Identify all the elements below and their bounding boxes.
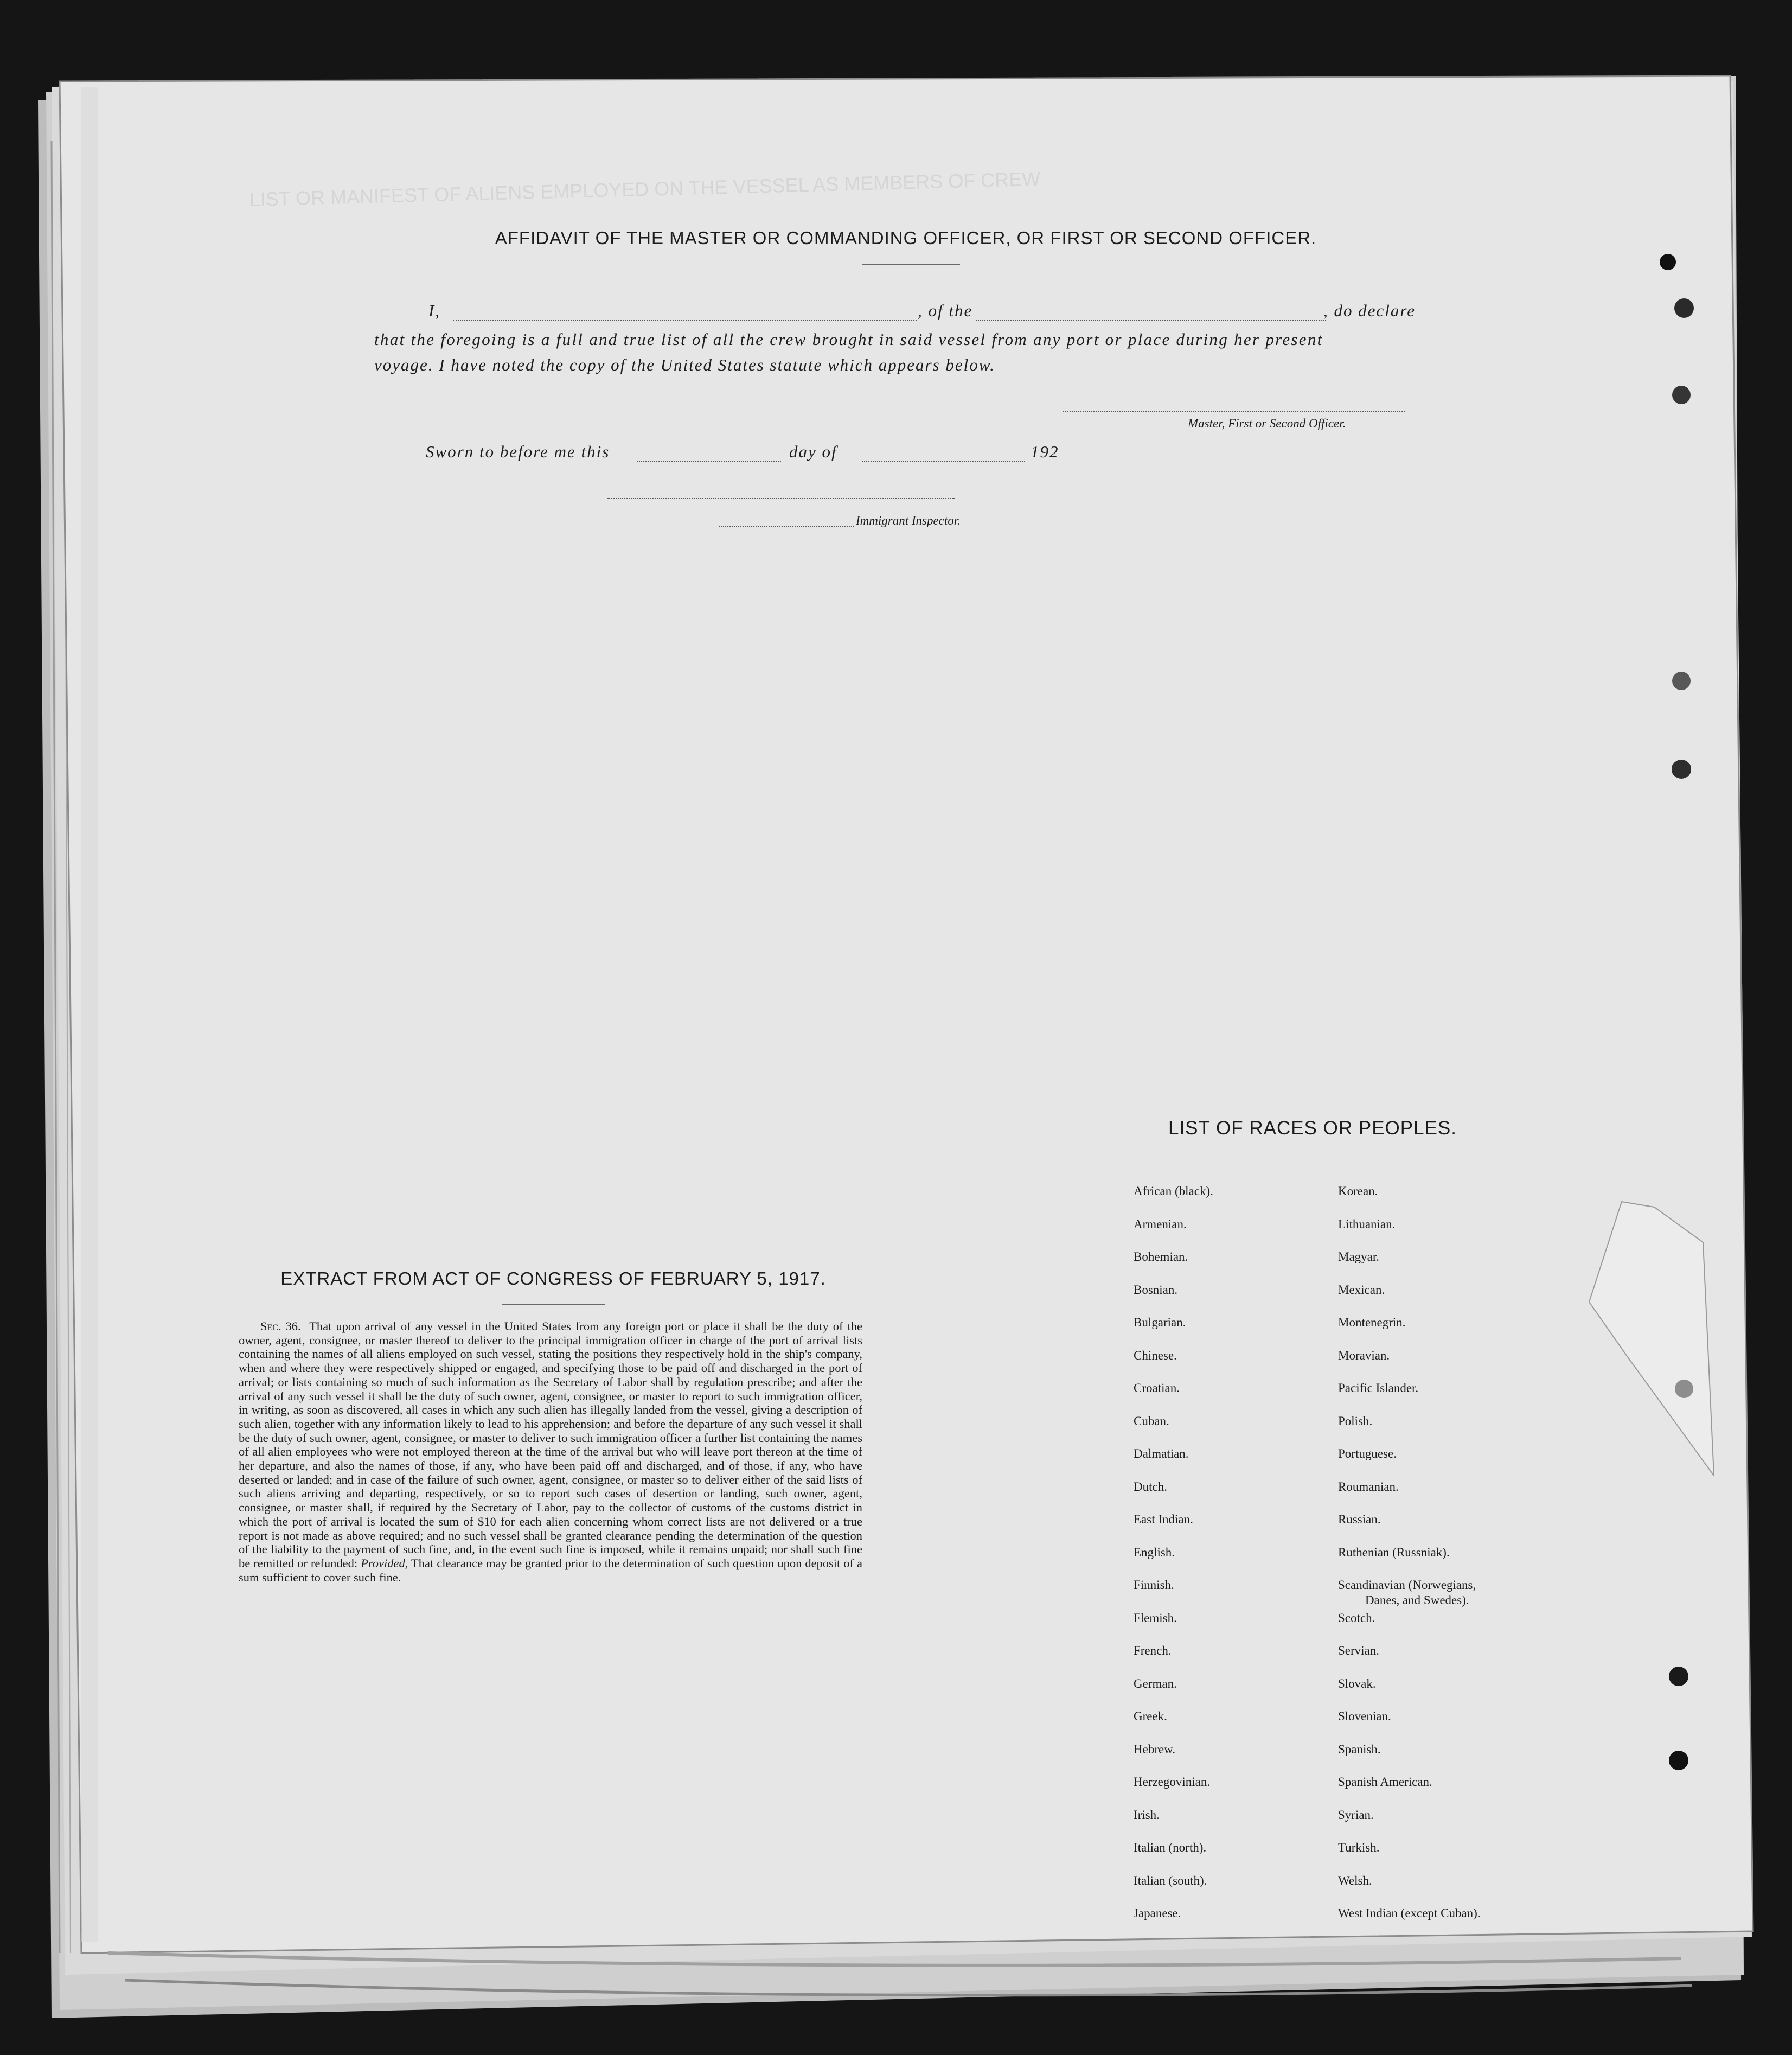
- race-item: Italian (north).: [1134, 1841, 1207, 1854]
- race-item: German.: [1134, 1677, 1177, 1690]
- race-item: Russian.: [1338, 1512, 1381, 1526]
- race-item: Italian (south).: [1134, 1874, 1207, 1887]
- race-item: Japanese.: [1134, 1906, 1181, 1920]
- race-item: Lithuanian.: [1338, 1217, 1396, 1231]
- race-item: Ruthenian (Russniak).: [1338, 1546, 1450, 1559]
- race-item: Mexican.: [1338, 1283, 1385, 1297]
- race-item: Korean.: [1338, 1184, 1378, 1198]
- affidavit-title: AFFIDAVIT OF THE MASTER OR COMMANDING OFFICER, OR FIRST OR SECOND OFFICER.: [495, 228, 1317, 248]
- race-item: African (black).: [1134, 1184, 1213, 1198]
- title-underline: [862, 264, 960, 265]
- race-item: Irish.: [1134, 1808, 1160, 1822]
- section-label: Sec. 36.: [260, 1319, 301, 1333]
- race-item: Chinese.: [1134, 1349, 1177, 1362]
- extract-title: EXTRACT FROM ACT OF CONGRESS OF FEBRUARY 5, 1917.: [280, 1268, 826, 1288]
- race-item: Herzegovinian.: [1134, 1775, 1211, 1789]
- race-item: Syrian.: [1338, 1808, 1374, 1822]
- race-item: Cuban.: [1134, 1414, 1169, 1428]
- race-item: Flemish.: [1134, 1611, 1177, 1625]
- race-item: Magyar.: [1338, 1250, 1380, 1263]
- race-item: Polish.: [1338, 1414, 1373, 1428]
- declaration-line-1: [428, 301, 440, 321]
- extract-body: [239, 1319, 862, 1584]
- race-item: Greek.: [1134, 1709, 1167, 1723]
- race-item: Dalmatian.: [1134, 1447, 1189, 1460]
- race-item: Welsh.: [1338, 1874, 1372, 1887]
- race-item: Spanish.: [1338, 1743, 1381, 1756]
- race-item: Moravian.: [1338, 1349, 1390, 1362]
- race-item: West Indian (except Cuban).: [1338, 1906, 1481, 1920]
- inspector-signature-blank[interactable]: [719, 526, 854, 527]
- declaration-do-declare: , do declare: [1323, 301, 1416, 320]
- race-item: Finnish.: [1134, 1578, 1174, 1592]
- provided-word: Provided,: [361, 1556, 408, 1570]
- svg-text:LIST OR MANIFEST OF ALIENS EMP: LIST OR MANIFEST OF ALIENS EMPLOYED ON THE VESSEL AS MEMBERS OF CREW: [249, 167, 1041, 210]
- race-item: Bulgarian.: [1134, 1316, 1186, 1329]
- declaration-line-3: voyage. I have noted the copy of the United States statute which appears below.: [374, 355, 995, 374]
- declaration-line-2: that the foregoing is a full and true list of all the crew brought in said vessel from any port or place during her present: [374, 330, 1323, 349]
- race-item: Slovak.: [1338, 1677, 1376, 1690]
- extract-text-part2: That clearance may be granted prior to the determination of such question upon deposit of a sum sufficient to cover such fine.: [239, 1556, 863, 1584]
- race-item: Hebrew.: [1134, 1743, 1176, 1756]
- inspector-blank-upper[interactable]: [607, 498, 955, 499]
- race-item: Turkish.: [1338, 1841, 1380, 1854]
- race-item: Scandinavian (Norwegians,: [1338, 1578, 1476, 1592]
- race-item: French.: [1134, 1644, 1172, 1657]
- declaration-i: I,: [428, 301, 441, 320]
- declaration-of-the: , of the: [918, 301, 973, 320]
- master-caption: Master, First or Second Officer.: [1188, 417, 1346, 430]
- race-item: Armenian.: [1134, 1217, 1187, 1231]
- sworn-day-blank[interactable]: [637, 461, 781, 462]
- race-item: Spanish American.: [1338, 1775, 1432, 1789]
- race-item: Montenegrin.: [1338, 1316, 1406, 1329]
- race-item: Servian.: [1338, 1644, 1380, 1657]
- sworn-prefix: Sworn to before me this: [426, 442, 610, 461]
- sworn-day-of: day of: [789, 442, 837, 461]
- sworn-year: 192: [1031, 442, 1059, 461]
- race-item: English.: [1134, 1546, 1175, 1559]
- extract-underline: [502, 1304, 605, 1305]
- race-item-continuation: Danes, and Swedes).: [1365, 1593, 1469, 1607]
- race-item: Bosnian.: [1134, 1283, 1178, 1297]
- race-item: Roumanian.: [1338, 1480, 1399, 1494]
- race-item: Dutch.: [1134, 1480, 1167, 1494]
- race-item: Croatian.: [1134, 1381, 1180, 1395]
- race-item: Bohemian.: [1134, 1250, 1188, 1263]
- race-item: Portuguese.: [1338, 1447, 1397, 1460]
- race-item: East Indian.: [1134, 1512, 1193, 1526]
- race-item: Slovenian.: [1338, 1709, 1391, 1723]
- extract-text-part1: That upon arrival of any vessel in the United States from any foreign port or place it shall be the duty of the owner, agent, consignee, or master thereof to deliver to the principal immigration officer in charge of the port of arrival lists containing the names of all aliens employed on such vessel, stating the positions they respectively hold in the ship's company, when and where they were respectively shipped or engaged, and specifying those to be paid off and discharged in the port of arrival; or lists containing so much of such information as the Secretary of Labor shall by regulation prescribe; and after the arrival of any such vessel it shall be the duty of such owner, agent, consignee, or master to report to such immigration officer, in writing, as soon as discovered, all cases in which any such alien has illegally landed from the vessel, giving a description of such alien, together with any information likely to lead to his apprehension; and before the departure of any such vessel it shall be the duty of such owner, agent, consignee, or master to deliver to such immigration officer a further list containing the names of all alien employees who were not employed thereon at the time of the arrival but who will leave port thereon at the time of her departure, and also the names of those, if any, who have been paid off and discharged, and of those, if any, who have deserted or landed; and in case of the failure of such owner, agent, consignee, or master so to deliver either of the said lists of such aliens arriving and departing, respectively, or so to report such cases of desertion or landing, such owner, agent, consignee, or master shall, if required by the Secretary of Labor, pay to the collector of customs of the customs district in which the port of arrival is located the sum of $10 for each alien concerning whom correct lists are not delivered or a true report is not made as above required; and no such vessel shall be granted clearance pending the determination of the question of the liability to the payment of such fine, and, in the event such fine is imposed, while it remains unpaid; nor shall such fine be remitted or refunded:: [239, 1319, 862, 1570]
- race-item: Pacific Islander.: [1338, 1381, 1419, 1395]
- master-name-blank[interactable]: [453, 320, 917, 321]
- race-item: Scotch.: [1338, 1611, 1375, 1625]
- vessel-name-blank[interactable]: [976, 320, 1326, 321]
- master-signature-blank[interactable]: [1063, 411, 1405, 412]
- sworn-month-blank[interactable]: [862, 461, 1025, 462]
- inspector-caption: Immigrant Inspector.: [856, 514, 961, 527]
- races-list-title: LIST OF RACES OR PEOPLES.: [1168, 1118, 1457, 1139]
